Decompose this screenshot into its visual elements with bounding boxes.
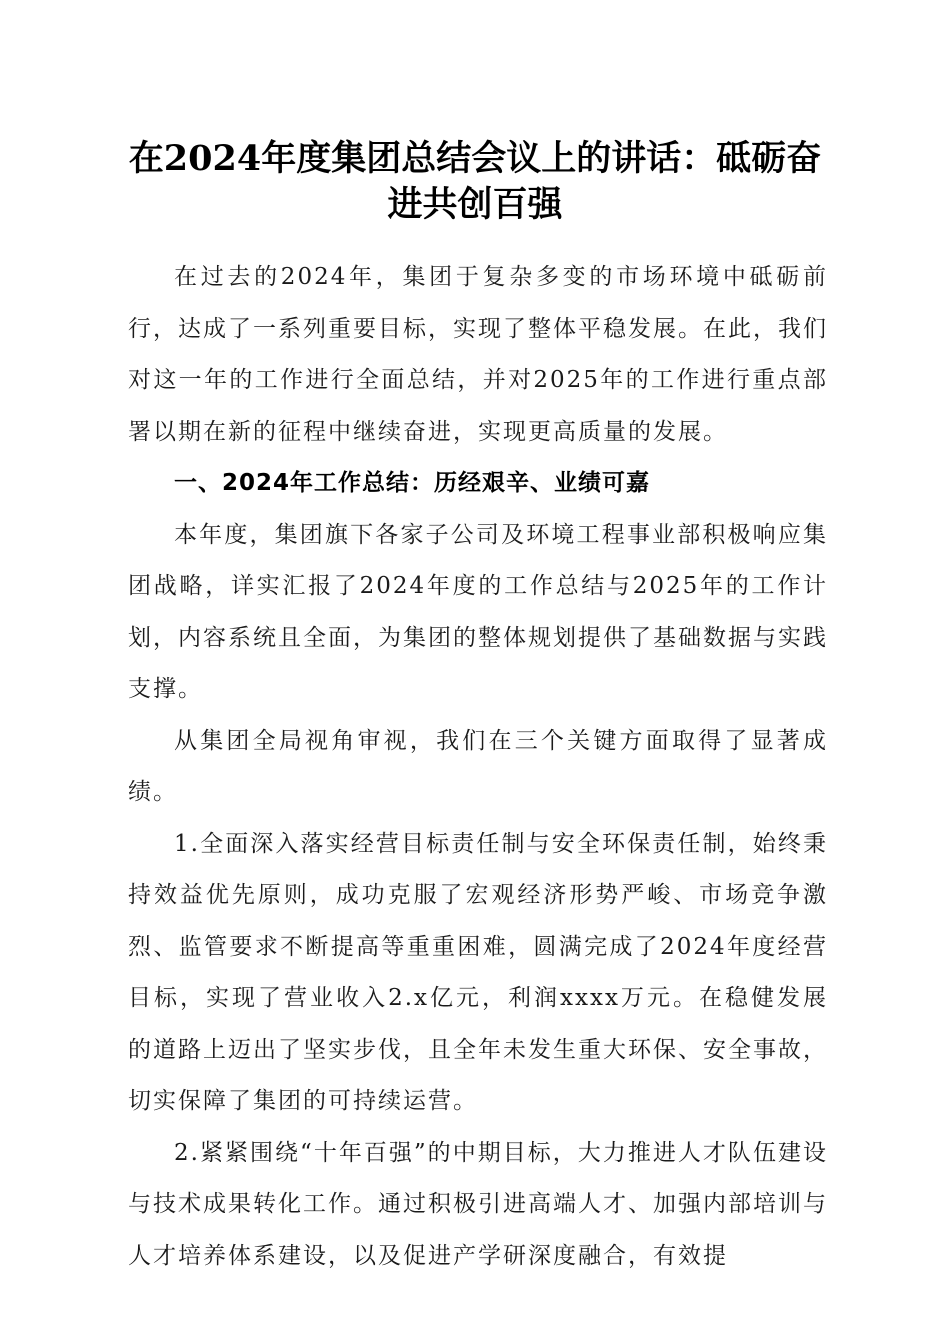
title-line-1: 在2024年度集团总结会议上的讲话：砥砺奋 [128, 138, 822, 179]
section-heading-1: 一、2024年工作总结：历经艰辛、业绩可嘉 [174, 470, 651, 496]
body-paragraph: 从集团全局视角审视，我们在三个关键方面取得了显著成绩。 [128, 727, 828, 805]
body-paragraph: 本年度，集团旗下各家子公司及环境工程事业部积极响应集团战略，详实汇报了2024年度的工作总结与2025年的工作计划，内容系统且全面，为集团的整体规划提供了基础数据与实践支撑。 [128, 521, 828, 702]
document-title [110, 136, 840, 228]
intro-paragraph: 在过去的2024年，集团于复杂多变的市场环境中砥砺前行，达成了一系列重要目标，实现了整体平稳发展。在此，我们对这一年的工作进行全面总结，并对2025年的工作进行重点部署以期在新的征程中继续奋进，实现更高质量的发展。 [128, 264, 828, 445]
document-body [128, 252, 828, 1282]
list-item-2: 2.紧紧围绕“十年百强”的中期目标，大力推进人才队伍建设与技术成果转化工作。通过积极引进高端人才、加强内部培训与人才培养体系建设，以及促进产学研深度融合，有效提 [128, 1139, 828, 1269]
list-item-1: 1.全面深入落实经营目标责任制与安全环保责任制，始终秉持效益优先原则，成功克服了宏观经济形势严峻、市场竞争激烈、监管要求不断提高等重重困难，圆满完成了2024年度经营目标，实现了营业收入2.x亿元，利润xxxx万元。在稳健发展的道路上迈出了坚实步伐，且全年未发生重大环保、安全事故，切实保障了集团的可持续运营。 [128, 830, 828, 1114]
title-line-2: 进共创百强 [387, 184, 563, 225]
